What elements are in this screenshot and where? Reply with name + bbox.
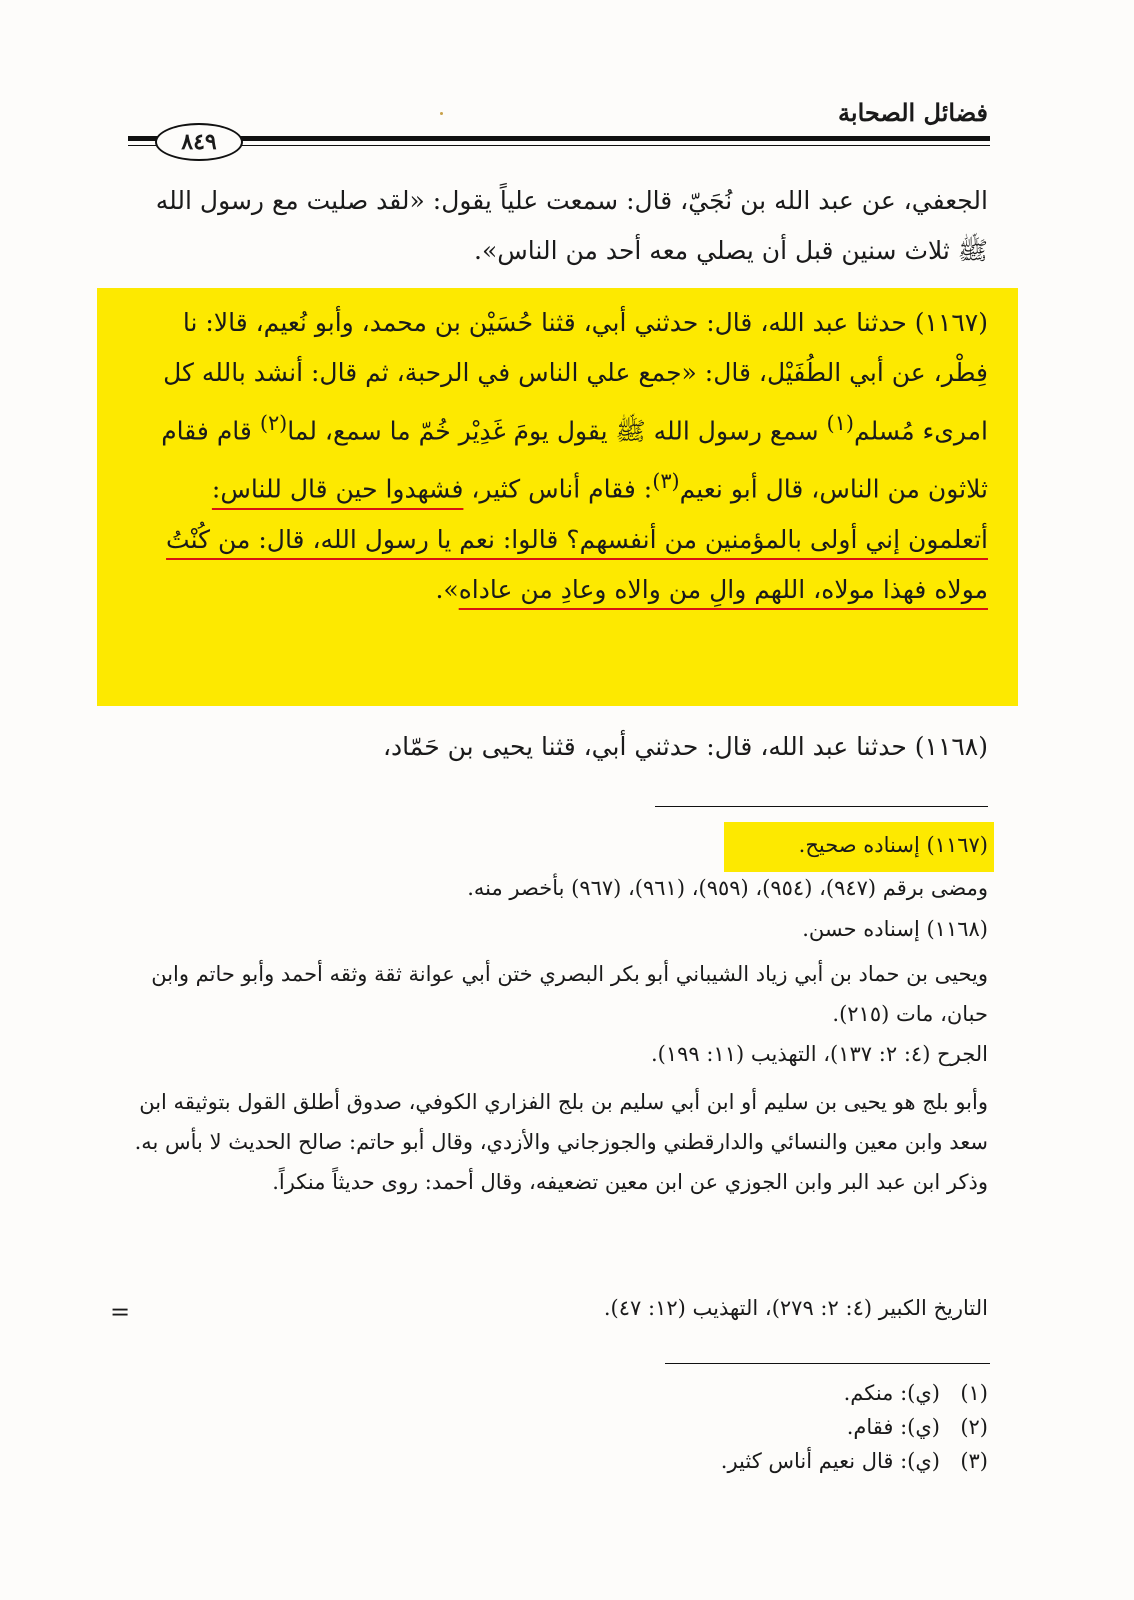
underlined-passage: فشهدوا حين قال للناس: أتعلمون إني أولى بالمؤمنين من أنفسهم؟ قالوا: نعم يا رسول الله، قال: من كُنْتُ مولاه فهذا مولاه، اللهم والِ من والاه وعادِ من عاداه [166, 474, 988, 604]
footnote-ref-1: (١) [826, 411, 854, 435]
note-balj-refs: التاريخ الكبير (٤: ٢: ٢٧٩)، التهذيب (١٢: ٤٧). [603, 1296, 988, 1320]
footnote-text: (ي): قال نعيم أناس كثير. [720, 1449, 940, 1473]
footnote-ref-2: (٢) [259, 411, 288, 435]
header-rule-thin [128, 145, 990, 146]
hadith-1167-ending: ». [435, 574, 459, 604]
note-1167-cross-ref: ومضى برقم (٩٤٧)، (٩٥٤)، (٩٥٩)، (٩٦١)، (٩٦٧) بأخصر منه. [467, 876, 988, 900]
hadith-1167-mid2: قام فقام ثلاثون من الناس، قال أبو نعيم [161, 416, 988, 504]
note-yahya-bio: ويحيى بن حماد بن أبي زياد الشيباني أبو بكر البصري ختن أبي عوانة ثقة وثقه أحمد وأبو حاتم وابن حبان، مات (٢١٥). [151, 962, 988, 1026]
paper-fleck [440, 112, 443, 115]
hadith-1167-mid1: سمع رسول الله ﷺ يقول يومَ غَدِيْر خُمّ ما سمع، لما [287, 416, 827, 446]
hadith-1168: (١١٦٨) حدثنا عبد الله، قال: حدثني أبي، قثنا يحيى بن حَمّاد، [382, 732, 988, 761]
hadith-1167-intro: (١١٦٧) حدثنا عبد الله، قال: حدثني أبي، قثنا حُسَيْن بن محمد، وأبو نُعيم، قالا: نا فِطْر، عن أبي الطُفَيْل، قال: «جمع علي الناس في الرحبة، ثم قال: أنشد بالله كل امرىء مُسلم [163, 308, 988, 446]
footnotes-separator [665, 1363, 990, 1364]
notes-separator [655, 806, 988, 807]
footnote-text: (ي): فقام. [846, 1415, 940, 1439]
footnote-item [128, 1410, 988, 1444]
footnote-text: (ي): منكم. [843, 1381, 940, 1405]
note-yahya-refs: الجرح (٤: ٢: ١٣٧)، التهذيب (١١: ١٩٩). [650, 1042, 988, 1066]
note-yahya [128, 954, 988, 1074]
page-number: ٨٤٩ [155, 123, 243, 161]
footnote-number: (٢) [960, 1415, 988, 1439]
hadith-1167 [128, 298, 988, 615]
footnote-number: (١) [960, 1381, 988, 1405]
note-balj-bio: وأبو بلج هو يحيى بن سليم أو ابن أبي سليم بن بلج الفزاري الكوفي، صدوق أطلق القول بتوثيقه ابن سعد وابن معين والنسائي والدارقطني والجوزجاني والأزدي، وقال أبو حاتم: صالح الحديث لا بأس به. وذكر ابن عبد البر وابن الجوزي عن ابن معين تضعيفه، وقال أحمد: روى حديثاً منكراً. [134, 1090, 988, 1194]
hadith-1167-mid3: : فقام أناس كثير، [463, 474, 653, 504]
note-1167: (١١٦٧) إسناده صحيح. [798, 833, 988, 857]
footnote-number: (٣) [960, 1449, 988, 1473]
note-1168: (١١٦٨) إسناده حسن. [802, 917, 988, 941]
opening-paragraph: الجعفي، عن عبد الله بن نُجَيّ، قال: سمعت علياً يقول: «لقد صليت مع رسول الله ﷺ ثلاث سنين قبل أن يصلي معه أحد من الناس». [155, 186, 988, 265]
book-title: فضائل الصحابة [838, 98, 988, 127]
footnotes [128, 1376, 988, 1478]
continuation-mark: = [110, 1298, 131, 1326]
header-rule [128, 136, 990, 141]
footnote-ref-3: (٣) [652, 469, 680, 494]
footnote-item [128, 1376, 988, 1410]
footnote-item [128, 1444, 988, 1478]
